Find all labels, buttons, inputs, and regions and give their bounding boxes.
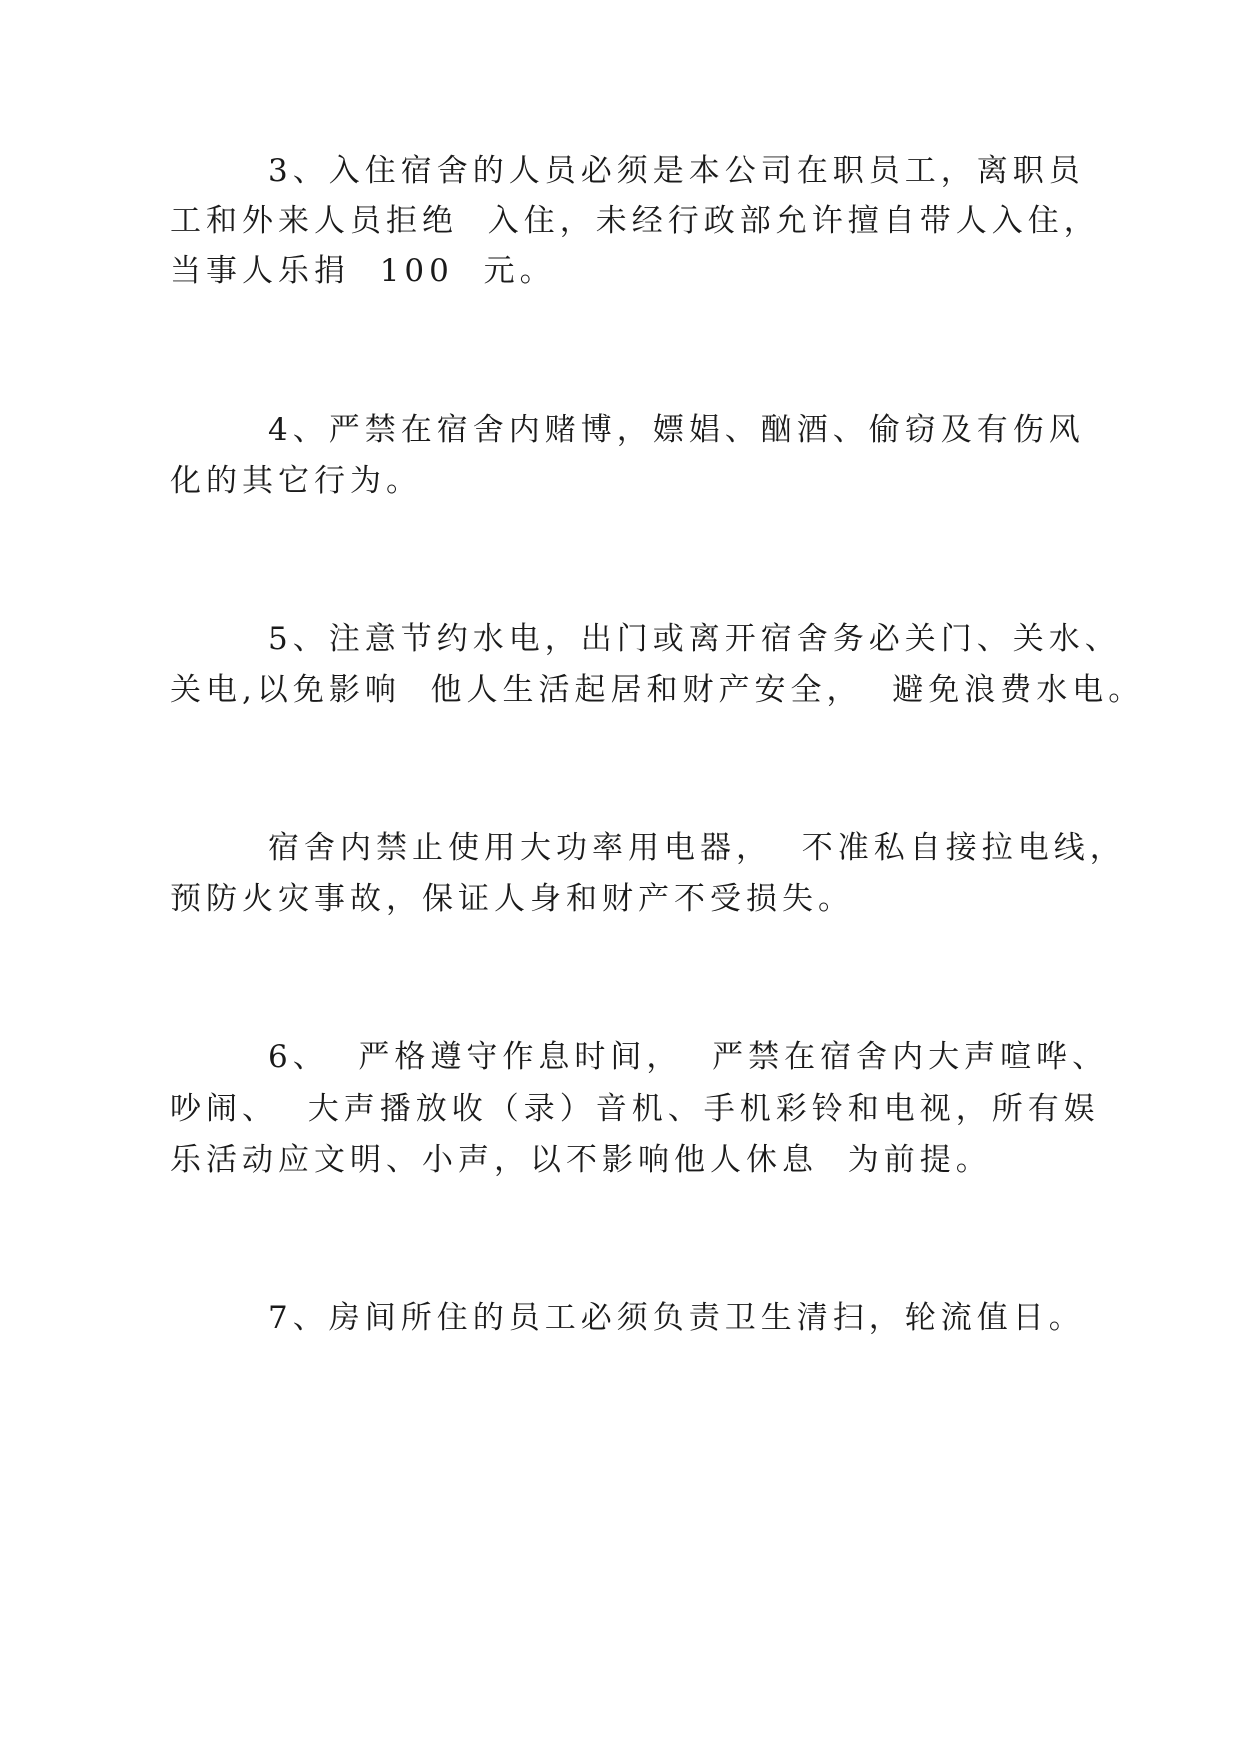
paragraph-line: 工和外来人员拒绝 入住，未经行政部允许擅自带人入住，: [170, 203, 1100, 239]
paragraph-line: 7、房间所住的员工必须负责卫生清扫，轮流值日。: [268, 1300, 1085, 1336]
paragraph-line: 宿舍内禁止使用大功率用电器， 不准私自接拉电线，: [268, 830, 1126, 866]
paragraph-line: 关电,以免影响 他人生活起居和财产安全， 避免浪费水电。: [170, 672, 1145, 708]
paragraph-line: 乐活动应文明、小声，以不影响他人休息 为前提。: [170, 1142, 992, 1178]
paragraph-line: 预防火灾事故，保证人身和财产不受损失。: [170, 881, 854, 917]
paragraph-line: 当事人乐捐 100 元。: [170, 253, 556, 289]
paragraph-line: 化的其它行为。: [170, 463, 422, 499]
paragraph-line: 3、入住宿舍的人员必须是本公司在职员工，离职员: [268, 153, 1085, 189]
paragraph-line: 5、注意节约水电，出门或离开宿舍务必关门、关水、: [268, 621, 1121, 657]
paragraph-line: 6、 严格遵守作息时间， 严禁在宿舍内大声喧哗、: [268, 1039, 1109, 1075]
paragraph-line: 吵闹、 大声播放收（录）音机、手机彩铃和电视，所有娱: [170, 1091, 1100, 1127]
paragraph-line: 4、严禁在宿舍内赌博，嫖娼、酗酒、偷窃及有伤风: [268, 412, 1085, 448]
